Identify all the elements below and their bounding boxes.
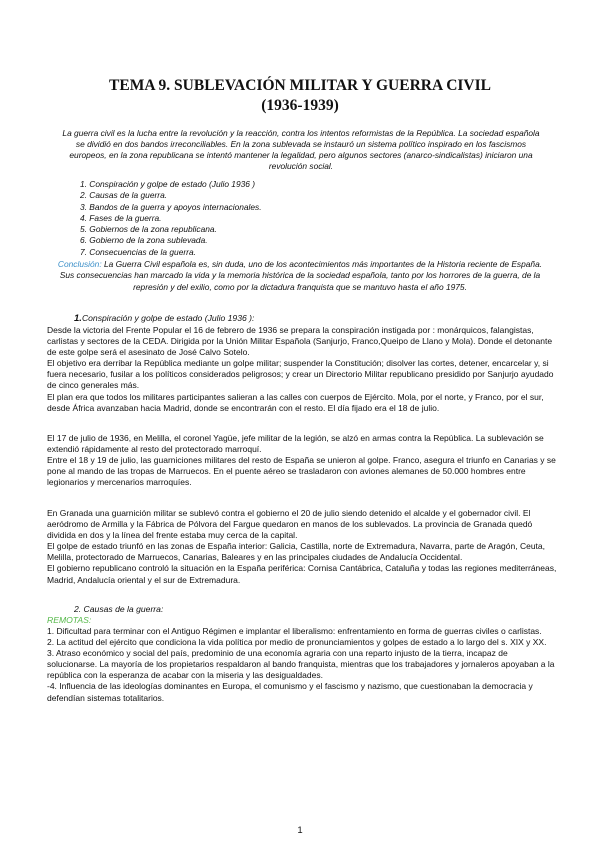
section-1-block-1: [47, 325, 557, 414]
section-2-causes: [47, 626, 557, 704]
section-1-number: 1.: [74, 313, 82, 324]
toc-item: 3. Bandos de la guerra y apoyos internacionales.: [80, 201, 262, 212]
conclusion-text: La Guerra Civil española es, sin duda, uno de los acontecimientos más importantes de la Historia reciente de España. Sus consecuencias han marcado la vida y la memoria histórica de la sociedad española, tanto por los horrores de la guerra, de la represión y del exilio, como por la dictadura franquista que se mantuvo hasta el año 1975.: [59, 259, 543, 292]
section-1-heading: [74, 313, 254, 324]
paragraph: El objetivo era derribar la República mediante un golpe militar; suspender la Constitución; disolver las cortes, detener, encarcelar y, si fuera necesario, fusilar a los políticos considerados peligrosos; y crear un Directorio Militar republicano presidido por Sanjurjo ayudado de cinco generales más.: [47, 358, 554, 391]
document-title-dates: (1936-1939): [261, 97, 339, 114]
page-number: 1: [297, 825, 303, 836]
conclusion-paragraph: [50, 259, 550, 293]
intro-paragraph: La guerra civil es la lucha entre la revolución y la reacción, contra los intentos reformistas de la República. La sociedad española se dividió en dos bandos irreconciliables. En la zona sublevada se instauró un sistema político inspirado en los fascismos europeos, en la zona republicana se intentó mantener la legalidad, pero algunos sectores (anarco-sindicalistas) iniciaron una revolución social.: [62, 128, 540, 172]
paragraph: El 17 de julio de 1936, en Melilla, el coronel Yagüe, jefe militar de la legión, se alzó en armas contra la República. La sublevación se extendió rápidamente al resto del protectorado marroquí.: [47, 433, 544, 455]
paragraph: Desde la victoria del Frente Popular el 16 de febrero de 1936 se prepara la conspiración instigada por : monárquicos, falangistas, carlistas y sectores de la CEDA. Dirigida por la Unión Militar Española (Sanjurjo, Franco,Queipo de Llano y Mola). Donde el detonante de este golpe será el asesinato de José Calvo Sotelo.: [47, 325, 553, 358]
cause-item: 2. La actitud del ejército que condiciona la vida política por medio de pronunciamientos y golpes de estado a lo largo del s. XIX y XX.: [47, 637, 547, 648]
table-of-contents: [80, 179, 262, 258]
section-2-heading: 2. Causas de la guerra:: [74, 604, 164, 614]
conclusion-label: Conclusión:: [57, 259, 102, 269]
cause-item: 1. Dificultad para terminar con el Antiguo Régimen e implantar el liberalismo: enfrentamiento en forma de guerras civiles o carlistas.: [47, 626, 542, 636]
toc-item: 2. Causas de la guerra.: [80, 190, 168, 201]
cause-item: -4. Influencia de las ideologías dominantes en Europa, el comunismo y el fascismo y nazismo, que cuestionaban la democracia y defendían sistemas totalitarios.: [47, 681, 533, 703]
paragraph: El golpe de estado triunfó en las zonas de España interior: Galicia, Castilla, norte de Extremadura, Navarra, parte de Aragón, Ceuta, Melilla, protectorado de Marruecos, Canarias, Baleares y en las principales ciudades de Andalucía Occidental.: [47, 541, 546, 563]
cause-item: 3. Atraso económico y social del país, predominio de una economía agraria con una reparto injusto de la tierra, incapaz de solucionarse. La mayoría de los propietarios respaldaron al bando franquista, mientras que los trabajadores y jornaleros apoyaban a la república con la esperanza de acabar con la miseria y las desigualdades.: [47, 648, 555, 681]
toc-item: 1. Conspiración y golpe de estado (Julio 1936 ): [80, 179, 256, 189]
toc-item: 6. Gobierno de la zona sublevada.: [80, 235, 208, 246]
paragraph: El gobierno republicano controló la situación en la España periférica: Cornisa Cantábrica, Cataluña y todas las regiones mediterráneas, Madrid, Andalucía oriental y el sur de Extremadura.: [47, 563, 557, 585]
toc-item: 4. Fases de la guerra.: [80, 212, 162, 223]
section-1-block-2: [47, 433, 557, 488]
toc-item: 7. Consecuencias de la guerra.: [80, 246, 196, 257]
paragraph: Entre el 18 y 19 de julio, las guarniciones militares del resto de España se unieron al golpe. Franco, asegura el triunfo en Canarias y se pone al mando de las tropas de Marruecos. En el puente aéreo se trasladaron con aviones alemanes de 50.000 hombres entre legionarios y mercenarios marroquíes.: [47, 455, 556, 488]
section-1-title: Conspiración y golpe de estado (Julio 1936 ):: [81, 313, 255, 323]
paragraph: El plan era que todos los militares participantes salieran a las calles con cuerpos de Ejército. Mola, por el norte, y Franco, por el sur, desde África avanzaban hacia Madrid, donde se encontrarán con el resto. El día fijado era el 18 de julio.: [47, 391, 544, 413]
toc-item: 5. Gobiernos de la zona republicana.: [80, 224, 217, 235]
remotas-label: REMOTAS:: [47, 615, 92, 625]
paragraph: En Granada una guarnición militar se sublevó contra el gobierno el 20 de julio siendo detenido el alcalde y el gobernador civil. El aeródromo de Armilla y la Fábrica de Pólvora del Fargue quedaron en manos de los sublevados. La provincia de Granada quedó dividida en dos y la línea del frente estaba muy cerca de la capital.: [47, 508, 533, 541]
section-1-block-3: [47, 508, 557, 586]
document-title: TEMA 9. SUBLEVACIÓN MILITAR Y GUERRA CIVIL: [109, 77, 491, 94]
